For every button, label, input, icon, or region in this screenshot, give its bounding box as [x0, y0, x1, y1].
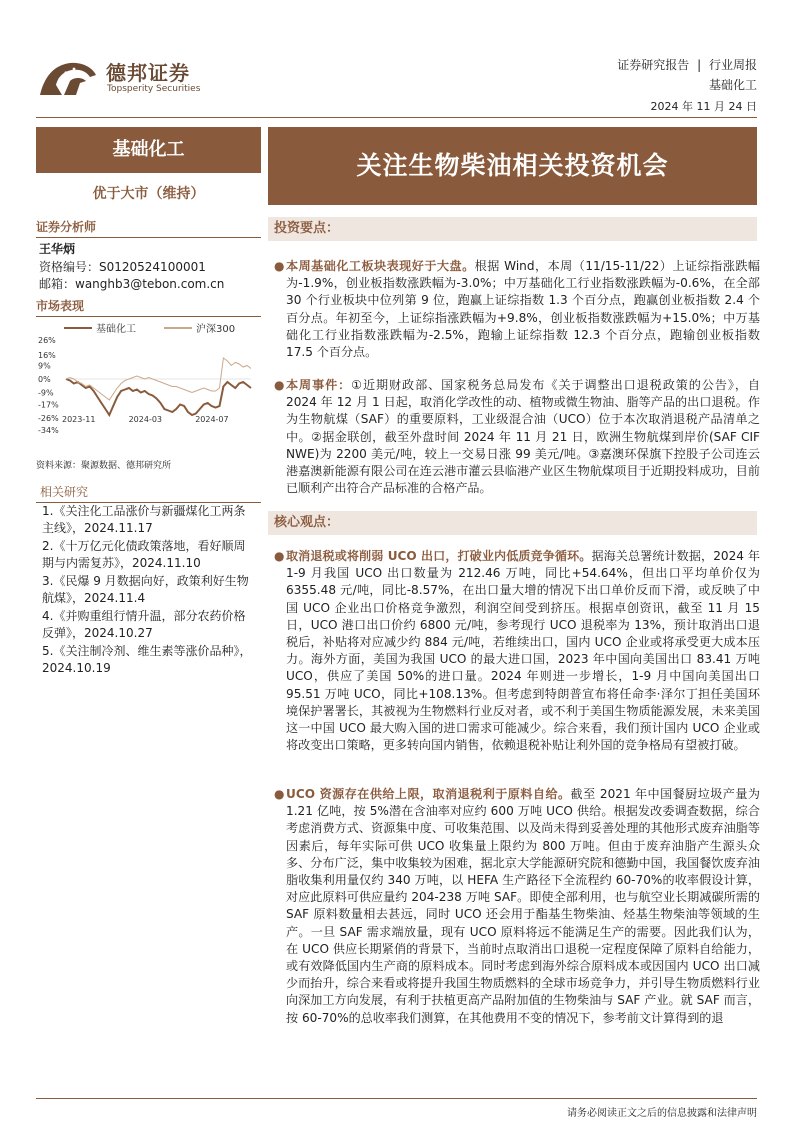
paragraph-highlight: 本周基础化工板块表现好于大盘。 — [286, 259, 475, 273]
y-tick-label: -34% — [38, 426, 59, 435]
y-tick-label: 26% — [38, 336, 56, 345]
report-date: 2024 年 11 月 24 日 — [650, 100, 757, 113]
paragraph-body: 截至 2021 年中国餐厨垃圾产量为 1.21 亿吨，按 5%潜在含油率对应约 600 万吨 UCO 供给。根据发改委调查数据，综合考虑消费方式、资源集中度、可收集范围、以及尚未得到妥善处理的其他形式废弃油脂等因素后，每年实际可供 UCO 收集量上限约为 800 万吨。但由于废弃油脂产生源头众多、分布广泛，集中收集较为困难，据北京大学能源研究院和德勤中国，我国餐饮废弃油脂收集利用量仅约 340 万吨，以 HEFA 生产路径下全流程约 60-70%的收率假设计算，对应此原料可供应量约 204-238 万吨 SAF。即使全部利用，也与航空业长期减碳所需的 SAF 原料数量相去甚远，同时 UCO 还会用于酯基生物柴油、烃基生物柴油等领域的生产。一旦 SAF 需求端放量，现有 UCO 原料将远不能满足生产的需要。因此我们认为，在 UCO 供应长期紧俏的背景下，当前时点取消出口退税一定程度保障了原料自给能力，或有效降低国内生产商的原料成本。同时考虑到海外综合原料成本或因国内 UCO 出口减少而抬升，综合来看或将提升我国生物质燃料的全球市场竞争力，并引导生物质燃料行业向深加工方向发展，有利于扶植更高产品附加值的生物柴油与 SAF 产业。就 SAF 而言，按 60-70%的总收率我们测算，在其他费用不变的情况下，参考前文计算得到的退 — [286, 787, 760, 1025]
report-separator: | — [697, 58, 702, 72]
paragraph-highlight: 本周事件： — [286, 378, 352, 392]
report-title: 关注生物柴油相关投资机会 — [268, 127, 757, 205]
related-item[interactable]: 1.《关注化工品涨价与新疆煤化工两条主线》，2024.11.17 — [42, 504, 246, 535]
paragraph-uco-export — [272, 548, 760, 754]
section-investment-points: 投资要点： — [268, 217, 757, 241]
market-chart — [36, 318, 261, 438]
series-line — [66, 379, 251, 415]
report-meta — [617, 55, 757, 117]
y-tick-label: -26% — [38, 414, 59, 423]
company-logo — [36, 55, 206, 99]
report-type: 证券研究报告 — [617, 58, 690, 72]
y-tick-label: 0% — [38, 375, 51, 384]
x-tick-label: 2023-11 — [62, 415, 96, 424]
report-sector: 基础化工 — [708, 78, 757, 92]
analyst-name: 王华炳 — [39, 242, 76, 256]
report-type-line — [617, 55, 757, 75]
chart-source: 资料来源：聚源数据、德邦研究所 — [36, 461, 172, 471]
bullet-icon: ● — [274, 378, 285, 392]
section-core-views: 核心观点： — [268, 511, 757, 535]
paragraph-sector-performance — [272, 258, 760, 361]
analyst-cert: 资格编号：S0120524100001 — [39, 260, 206, 274]
related-list — [42, 503, 254, 678]
market-heading: 市场表现 — [36, 297, 261, 317]
analyst-heading: 证券分析师 — [36, 218, 261, 238]
legend-label: 基础化工 — [96, 324, 136, 335]
paragraph-highlight: 取消退税或将削弱 UCO 出口，打破业内低质竞争循环。 — [286, 549, 592, 563]
bullet-icon: ● — [274, 787, 285, 801]
y-tick-label: -9% — [38, 388, 54, 398]
report-kind: 行业周报 — [708, 58, 757, 72]
paragraph-highlight: UCO 资源存在供给上限，取消退税利于原料自给。 — [286, 787, 571, 801]
bullet-icon: ● — [274, 549, 285, 563]
logo-en-text: Topsperity Securities — [107, 84, 201, 94]
y-tick-label: 16% — [38, 351, 56, 360]
paragraph-uco-supply — [272, 786, 760, 1027]
legend-label: 沪深300 — [196, 324, 236, 335]
footer-disclaimer: 请务必阅读正文之后的信息披露和法律声明 — [567, 1108, 757, 1119]
logo-cn-text: 德邦证券 — [106, 61, 190, 85]
paragraph-weekly-events — [272, 377, 760, 497]
related-item[interactable]: 5.《关注制冷剂、维生素等涨价品种》，2024.10.19 — [42, 644, 252, 675]
paragraph-body: 据海关总署统计数据，2024 年 1-9 月我国 UCO 出口数量为 212.46 万吨，同比+54.64%，但出口平均单价仅为 6355.48 元/吨，同比-8.57%，在出口量大增的情况下出口单价反而下滑，或反映了中国 UCO 企业出口价格竞争激烈，利润空间受到挤压。根据卓创资讯，截至 11 月 15 日，UCO 港口出口价约 6800 元/吨，参考现行 UCO 退税率为 13%，预计取消出口退税后，补贴将对应减少约 884 元/吨，若维续出口，国内 UCO 企业或将承受更大成本压力。海外方面，美国为我国 UCO 的最大进口国，2023 年中国向美国出口 83.41 万吨 UCO，供应了美国 50%的进口量。2024 年则进一步增长，1-9 月中国向美国出口 95.51 万吨 UCO，同比+108.13%。但考虑到特朗普宣布将任命李·泽尔丁担任美国环境保护署署长，其被视为生物燃料行业反对者，或不利于美国生物质能源发展，未来美国这一中国 UCO 最大购入国的进口需求可能减少。综合来看，我们预计国内 UCO 企业或将改变出口策略，更多转向国内销售，依赖退税补贴让利外国的竞争格局有望被打破。 — [286, 549, 760, 753]
x-tick-label: 2024-03 — [128, 415, 163, 424]
related-item[interactable]: 4.《并购重组行情升温，部分农药价格反弹》，2024.10.27 — [42, 609, 246, 640]
bullet-icon: ● — [274, 259, 285, 273]
related-heading: 相关研究 — [36, 481, 261, 503]
related-item[interactable]: 3.《民爆 9 月数据向好，政策利好生物航煤》，2024.11.4 — [42, 574, 249, 605]
y-tick-label: -17% — [38, 400, 59, 410]
rating: 优于大市（维持） — [92, 186, 205, 202]
y-tick-label: 9% — [38, 361, 51, 371]
footer-divider — [36, 1098, 757, 1099]
paragraph-body: ①近期财政部、国家税务总局发布《关于调整出口退税政策的公告》，自 2024 年 12 月 1 日起，取消化学改性的动、植物或微生物油、脂等产品的出口退税。作为生物航煤（SAF）的重要原料，工业级混合油（UCO）位于本次取消退税产品清单之中。②据金联创，截至外盘时间 2024 年 11 月 21 日，欧洲生物航煤到岸价(SAF CIF NWE)为 2200 美元/吨，较上一交易日涨 99 美元/吨。③嘉澳环保旗下控股子公司连云港嘉澳新能源有限公司在连云港市灌云县临港产业区生物航煤项目于近期投料成功，目前已顺利产出符合产品标准的合格产品。 — [286, 378, 760, 496]
paragraph-body: 根据 Wind，本周（11/15-11/22）上证综指涨跌幅为-1.9%，创业板指数涨跌幅为-3.0%；中万基础化工行业指数涨跌幅为-0.6%，在全部 30 个行业板块中位列第 9 位，跑赢上证综指数 1.3 个百分点，跑赢创业板指数 2.4 个百分点。年初至今，上证综指涨跌幅为+9.8%，创业板指数涨跌幅为+15.0%；中万基础化工行业指数涨跌幅为-2.5%，跑输上证综指数 12.3 个百分点，跑输创业板指数 17.5 个百分点。 — [286, 259, 760, 360]
leopard-logo-icon — [36, 55, 98, 99]
header-divider — [36, 117, 757, 118]
market-chart-svg — [36, 318, 261, 438]
sector-label: 基础化工 — [36, 127, 261, 173]
x-tick-label: 2024-07 — [195, 415, 229, 424]
analyst-email: 邮箱：wanghb3@tebon.com.cn — [39, 277, 225, 291]
related-item[interactable]: 2.《十万亿元化债政策落地，看好顺周期与内需复苏》，2024.11.10 — [42, 539, 246, 570]
